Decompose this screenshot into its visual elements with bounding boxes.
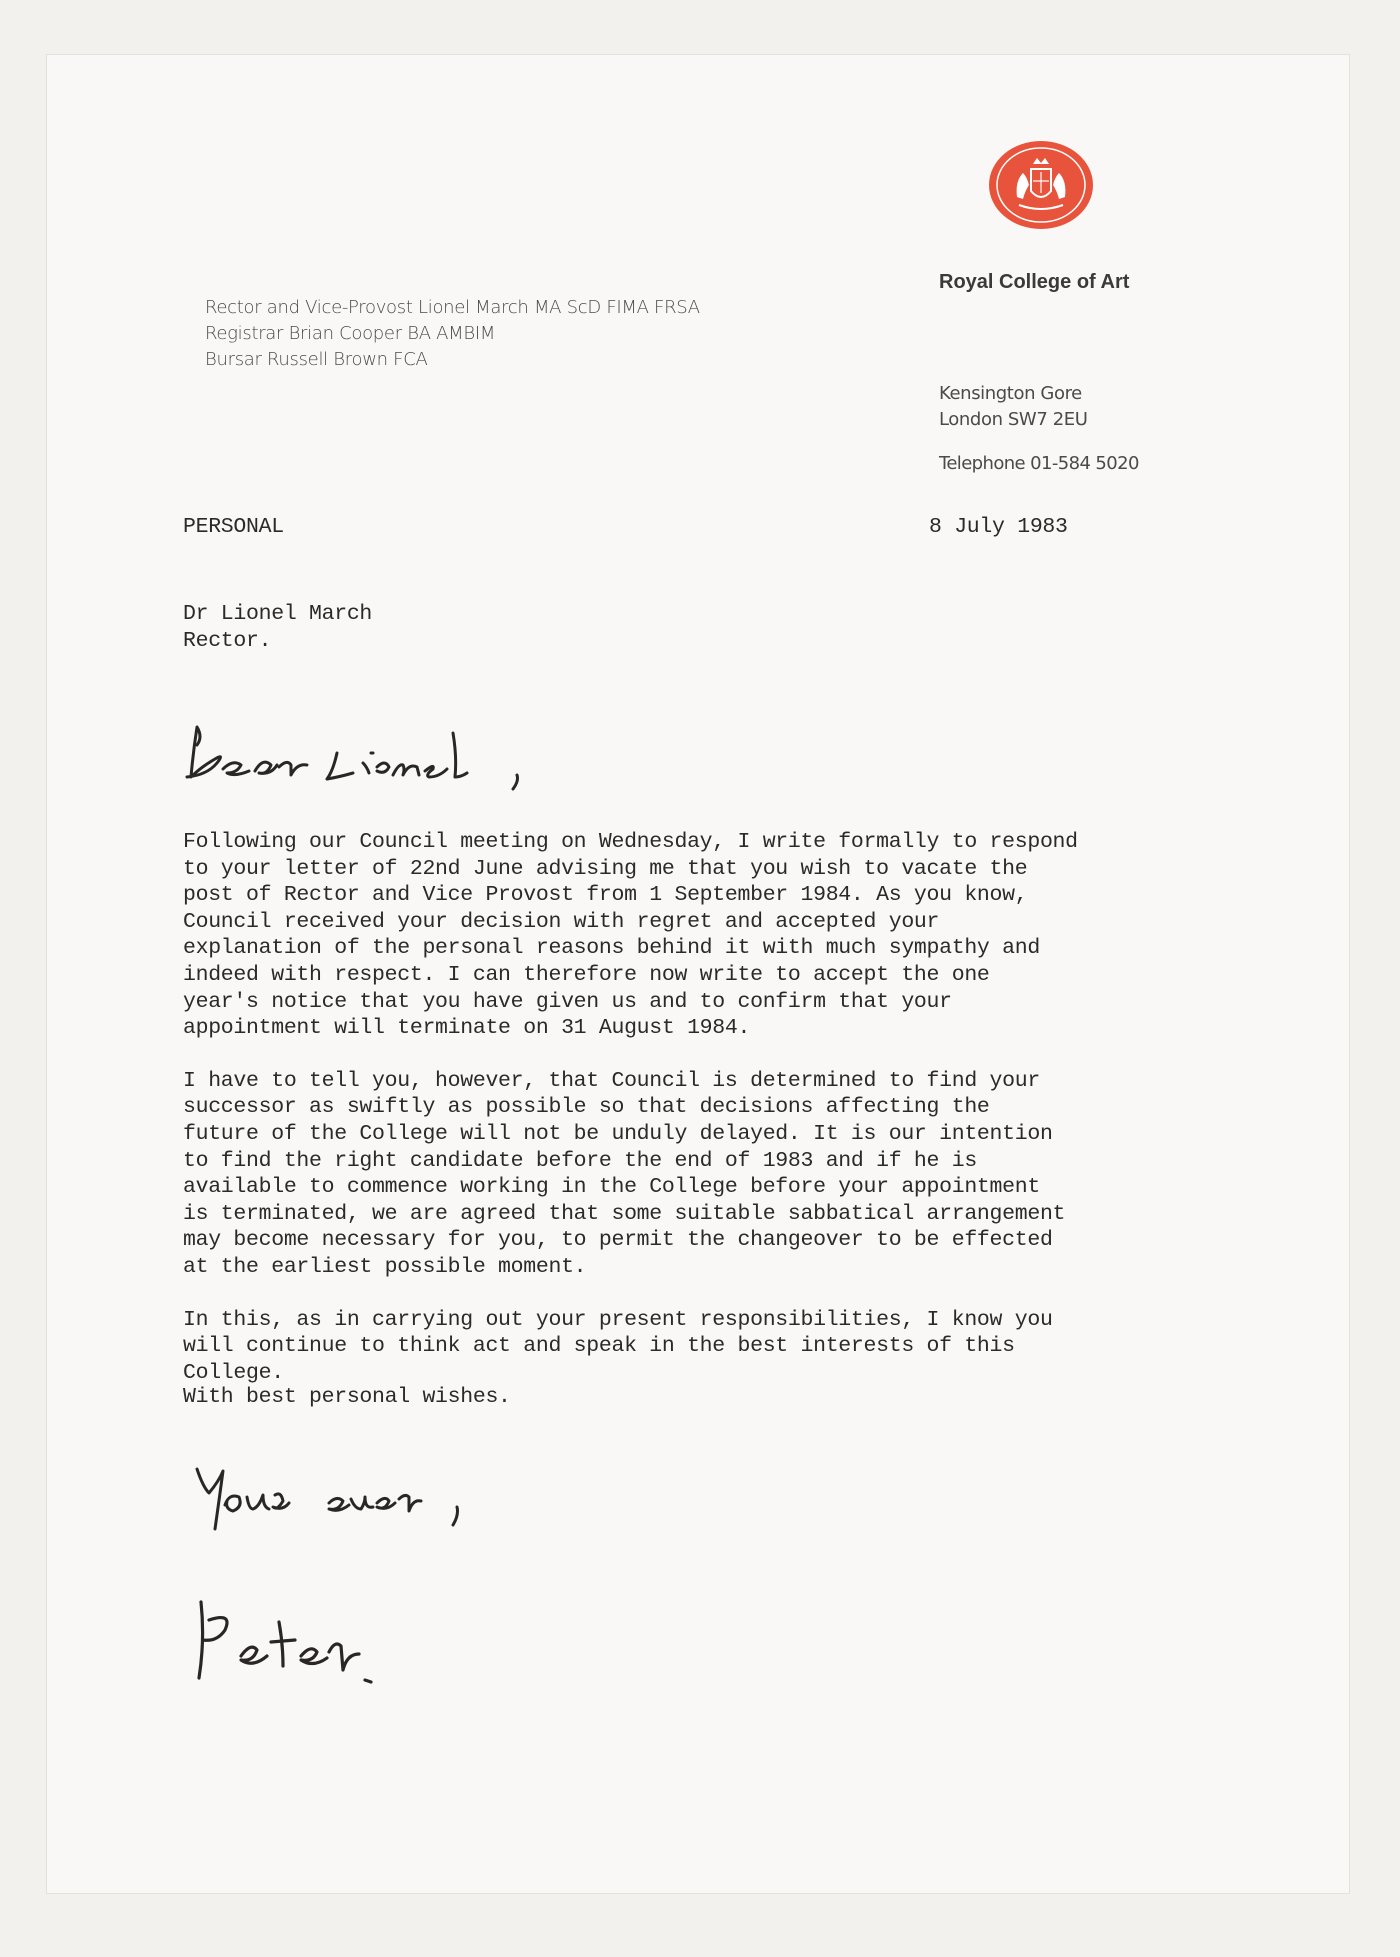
handwritten-salutation bbox=[167, 693, 587, 803]
sign-off-text: Yours ever, bbox=[179, 1431, 184, 1432]
officer-bursar: Bursar Russell Brown FCA bbox=[205, 349, 428, 370]
officer-rector: Rector and Vice-Provost Lionel March MA ScD FIMA FRSA bbox=[205, 297, 700, 318]
recipient-name: Dr Lionel March bbox=[183, 602, 373, 626]
recipient-title: Rector. bbox=[183, 629, 272, 653]
officers-list bbox=[205, 295, 700, 373]
letter-sheet bbox=[46, 54, 1350, 1894]
handwritten-sign-off bbox=[179, 1431, 479, 1581]
body-paragraph-1: Following our Council meeting on Wednesday, I write formally to respond to your letter of 22nd June advising me that you wish to vacate the post of Rector and Vice Provost from 1 September 1984. As you know, Council received your decision with regret and accepted your explanation of the personal reasons behind it with much sympathy and indeed with respect. I can therefore now write to accept the one year's notice that you have given us and to confirm that your appointment will terminate on 31 August 1984. bbox=[183, 830, 1078, 1041]
telephone-number: Telephone 01-584 5020 bbox=[939, 453, 1139, 474]
recipient-block bbox=[183, 601, 372, 655]
address-line-2: London SW7 2EU bbox=[939, 409, 1088, 430]
address-line-1: Kensington Gore bbox=[939, 383, 1082, 404]
college-address bbox=[939, 381, 1088, 433]
royal-crest-logo bbox=[987, 139, 1095, 231]
institution-name: Royal College of Art bbox=[939, 271, 1130, 293]
closing-line: With best personal wishes. bbox=[183, 1385, 511, 1409]
salutation-text: Dear Lionel , bbox=[167, 693, 173, 694]
body-paragraph-3: In this, as in carrying out your present responsibilities, I know you will continue to think act and speak in the best interests of this College. bbox=[183, 1307, 1053, 1385]
body-paragraph-2: I have to tell you, however, that Council is determined to find your successor as swiftly as possible so that decisions affecting the future of the College will not be unduly delayed. It is our intention to find the right candidate before the end of 1983 and if he is available to commence working in the College before your appointment is terminated, we are agreed that some suitable sabbatical arrangement may become necessary for you, to permit the changeover to be effected at the earliest possible moment. bbox=[183, 1068, 1066, 1279]
letter-date: 8 July 1983 bbox=[929, 515, 1068, 539]
handwritten-signature bbox=[179, 1560, 409, 1730]
letter-body bbox=[183, 829, 1193, 1412]
officer-registrar: Registrar Brian Cooper BA AMBIM bbox=[205, 323, 496, 344]
classification-label: PERSONAL bbox=[183, 515, 284, 539]
signature-text: Peter. bbox=[179, 1560, 182, 1561]
